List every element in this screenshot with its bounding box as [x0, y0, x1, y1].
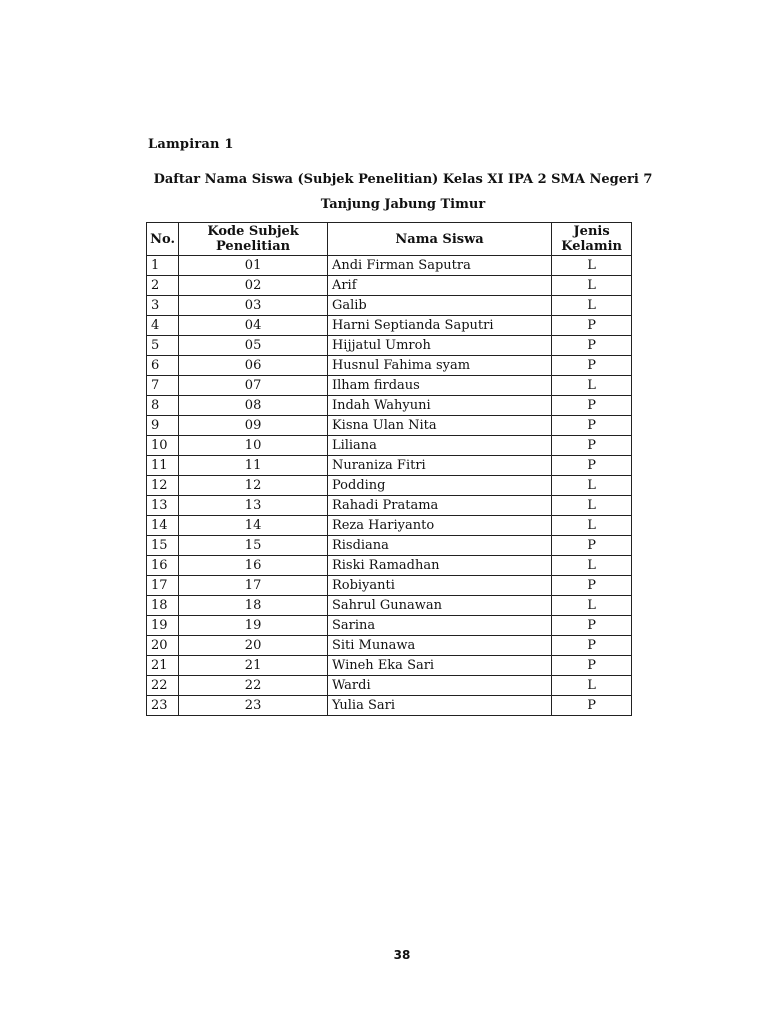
- table-row: [147, 656, 632, 676]
- cell-nama: Ilham firdaus: [327, 376, 551, 396]
- cell-nama: Andi Firman Saputra: [327, 256, 551, 276]
- cell-jenis-kelamin: L: [552, 676, 632, 696]
- table-row: [147, 536, 632, 556]
- cell-kode: 09: [179, 416, 328, 436]
- cell-kode: 08: [179, 396, 328, 416]
- table-row: [147, 496, 632, 516]
- cell-no: 2: [147, 276, 179, 296]
- cell-no: 11: [147, 456, 179, 476]
- cell-jenis-kelamin: P: [552, 656, 632, 676]
- cell-nama: Wineh Eka Sari: [327, 656, 551, 676]
- cell-no: 8: [147, 396, 179, 416]
- cell-no: 3: [147, 296, 179, 316]
- cell-jenis-kelamin: L: [552, 496, 632, 516]
- cell-no: 14: [147, 516, 179, 536]
- cell-jenis-kelamin: L: [552, 476, 632, 496]
- cell-nama: Rahadi Pratama: [327, 496, 551, 516]
- table-body: [147, 256, 632, 716]
- cell-kode: 22: [179, 676, 328, 696]
- cell-no: 22: [147, 676, 179, 696]
- cell-kode: 18: [179, 596, 328, 616]
- cell-nama: Arif: [327, 276, 551, 296]
- cell-kode: 11: [179, 456, 328, 476]
- cell-jenis-kelamin: P: [552, 416, 632, 436]
- cell-kode: 12: [179, 476, 328, 496]
- table-row: [147, 636, 632, 656]
- cell-kode: 05: [179, 336, 328, 356]
- cell-jenis-kelamin: P: [552, 316, 632, 336]
- table-row: [147, 476, 632, 496]
- cell-jenis-kelamin: L: [552, 516, 632, 536]
- cell-no: 20: [147, 636, 179, 656]
- cell-kode: 01: [179, 256, 328, 276]
- table-row: [147, 336, 632, 356]
- cell-kode: 17: [179, 576, 328, 596]
- cell-kode: 20: [179, 636, 328, 656]
- table-row: [147, 276, 632, 296]
- cell-nama: Yulia Sari: [327, 696, 551, 716]
- table-row: [147, 576, 632, 596]
- cell-no: 15: [147, 536, 179, 556]
- cell-nama: Riski Ramadhan: [327, 556, 551, 576]
- cell-jenis-kelamin: P: [552, 436, 632, 456]
- cell-nama: Harni Septianda Saputri: [327, 316, 551, 336]
- cell-jenis-kelamin: P: [552, 636, 632, 656]
- cell-jenis-kelamin: L: [552, 256, 632, 276]
- table-header-row: [147, 223, 632, 256]
- cell-jenis-kelamin: L: [552, 376, 632, 396]
- cell-no: 18: [147, 596, 179, 616]
- cell-no: 7: [147, 376, 179, 396]
- cell-kode: 07: [179, 376, 328, 396]
- header-no: No.: [147, 223, 179, 256]
- cell-nama: Galib: [327, 296, 551, 316]
- cell-jenis-kelamin: P: [552, 336, 632, 356]
- table-row: [147, 416, 632, 436]
- table-row: [147, 256, 632, 276]
- header-nama: Nama Siswa: [327, 223, 551, 256]
- cell-jenis-kelamin: P: [552, 456, 632, 476]
- cell-kode: 02: [179, 276, 328, 296]
- table-row: [147, 436, 632, 456]
- table-row: [147, 316, 632, 336]
- cell-jenis-kelamin: P: [552, 356, 632, 376]
- cell-jenis-kelamin: P: [552, 396, 632, 416]
- page-number: 38: [393, 948, 411, 962]
- table-row: [147, 376, 632, 396]
- cell-no: 1: [147, 256, 179, 276]
- cell-kode: 15: [179, 536, 328, 556]
- cell-no: 9: [147, 416, 179, 436]
- cell-no: 12: [147, 476, 179, 496]
- cell-no: 21: [147, 656, 179, 676]
- table-row: [147, 696, 632, 716]
- cell-nama: Robiyanti: [327, 576, 551, 596]
- cell-jenis-kelamin: P: [552, 696, 632, 716]
- header-kode: Kode Subjek Penelitian: [179, 223, 328, 256]
- cell-nama: Kisna Ulan Nita: [327, 416, 551, 436]
- cell-kode: 16: [179, 556, 328, 576]
- cell-jenis-kelamin: P: [552, 576, 632, 596]
- cell-kode: 03: [179, 296, 328, 316]
- cell-nama: Sahrul Gunawan: [327, 596, 551, 616]
- cell-kode: 04: [179, 316, 328, 336]
- cell-kode: 14: [179, 516, 328, 536]
- cell-kode: 19: [179, 616, 328, 636]
- cell-no: 13: [147, 496, 179, 516]
- cell-nama: Siti Munawa: [327, 636, 551, 656]
- cell-no: 16: [147, 556, 179, 576]
- cell-no: 17: [147, 576, 179, 596]
- appendix-label: Lampiran 1: [148, 137, 234, 152]
- table-row: [147, 456, 632, 476]
- document-title-line-2: Tanjung Jabung Timur: [320, 197, 486, 212]
- cell-kode: 10: [179, 436, 328, 456]
- cell-no: 23: [147, 696, 179, 716]
- cell-no: 19: [147, 616, 179, 636]
- cell-jenis-kelamin: L: [552, 556, 632, 576]
- header-jenis-kelamin: Jenis Kelamin: [552, 223, 632, 256]
- cell-jenis-kelamin: P: [552, 616, 632, 636]
- cell-jenis-kelamin: L: [552, 296, 632, 316]
- table-row: [147, 356, 632, 376]
- cell-nama: Sarina: [327, 616, 551, 636]
- document-title-line-1: Daftar Nama Siswa (Subjek Penelitian) Kelas XI IPA 2 SMA Negeri 7: [153, 172, 653, 187]
- cell-kode: 06: [179, 356, 328, 376]
- cell-nama: Podding: [327, 476, 551, 496]
- table-row: [147, 616, 632, 636]
- cell-nama: Husnul Fahima syam: [327, 356, 551, 376]
- cell-nama: Nuraniza Fitri: [327, 456, 551, 476]
- cell-no: 5: [147, 336, 179, 356]
- cell-kode: 21: [179, 656, 328, 676]
- cell-nama: Liliana: [327, 436, 551, 456]
- cell-nama: Reza Hariyanto: [327, 516, 551, 536]
- cell-nama: Hijjatul Umroh: [327, 336, 551, 356]
- cell-jenis-kelamin: L: [552, 276, 632, 296]
- cell-kode: 23: [179, 696, 328, 716]
- cell-nama: Indah Wahyuni: [327, 396, 551, 416]
- cell-jenis-kelamin: P: [552, 536, 632, 556]
- cell-nama: Wardi: [327, 676, 551, 696]
- cell-kode: 13: [179, 496, 328, 516]
- table-row: [147, 296, 632, 316]
- student-table: [146, 222, 632, 716]
- table-row: [147, 676, 632, 696]
- cell-no: 6: [147, 356, 179, 376]
- cell-nama: Risdiana: [327, 536, 551, 556]
- cell-jenis-kelamin: L: [552, 596, 632, 616]
- table-row: [147, 516, 632, 536]
- cell-no: 4: [147, 316, 179, 336]
- table-row: [147, 396, 632, 416]
- cell-no: 10: [147, 436, 179, 456]
- table-row: [147, 556, 632, 576]
- table-row: [147, 596, 632, 616]
